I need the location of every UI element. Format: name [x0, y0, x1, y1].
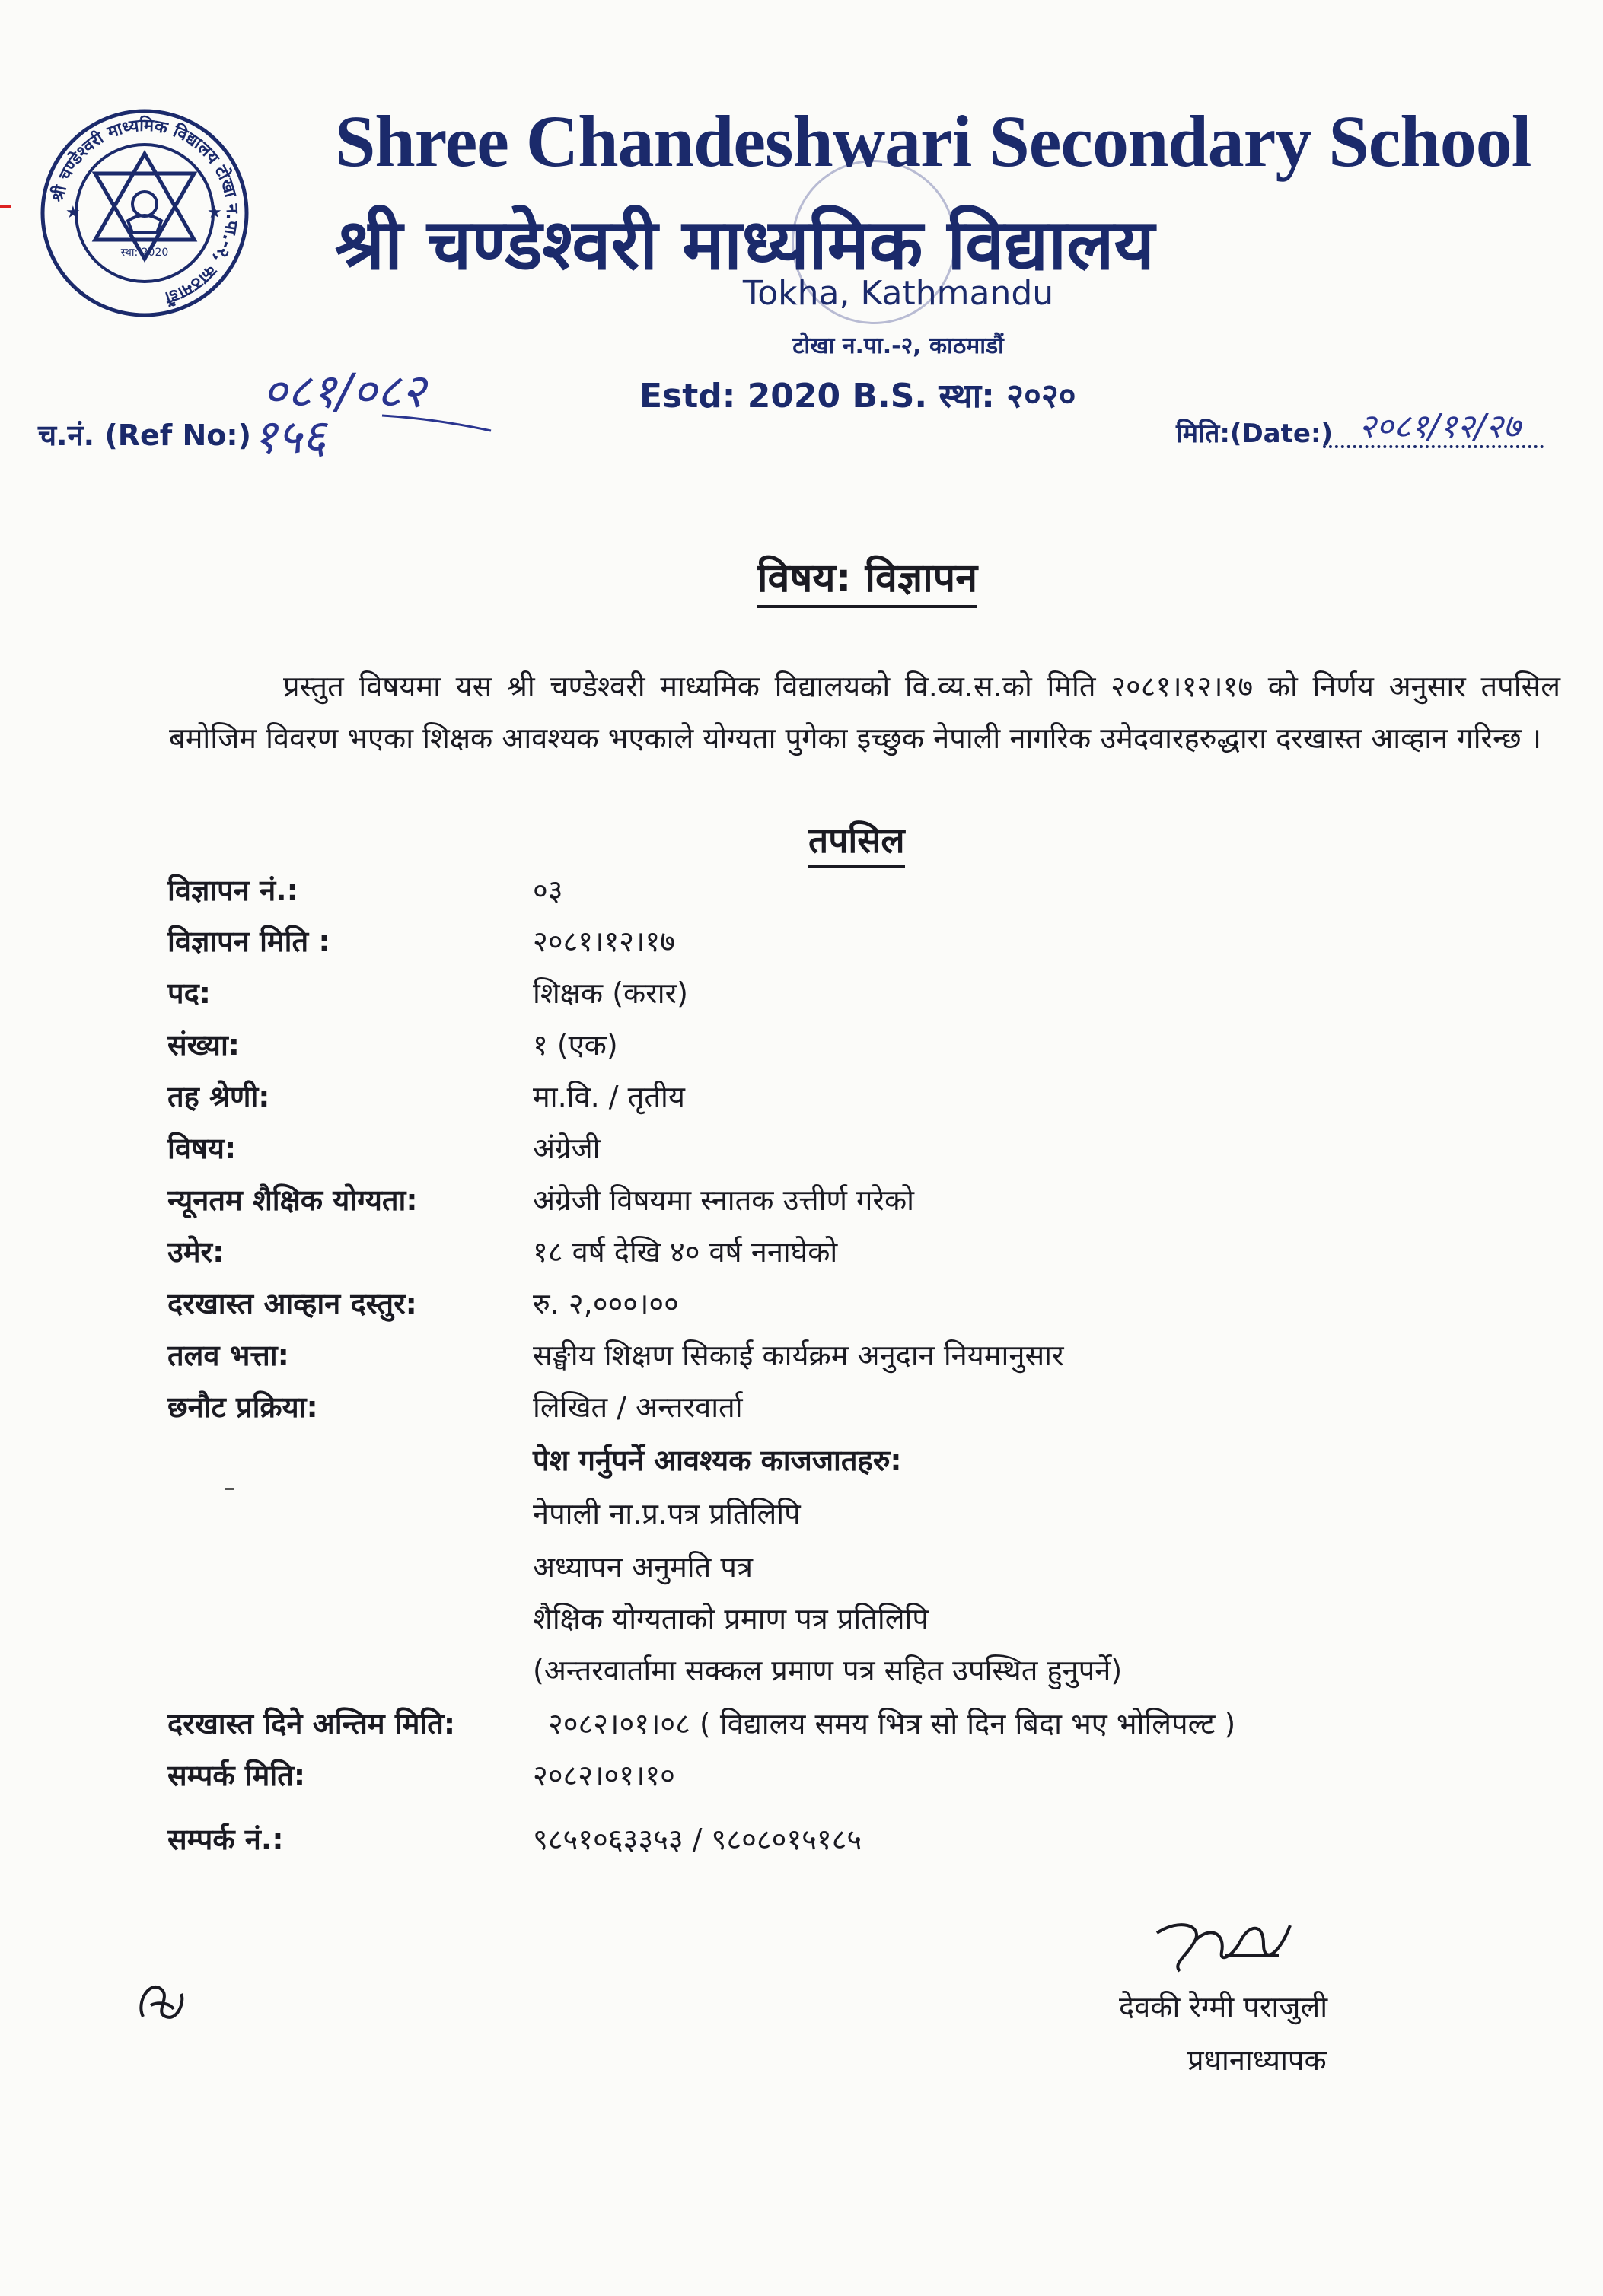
closing-row	[0, 1755, 1603, 1801]
detail-row	[0, 1076, 1603, 1122]
detail-row	[0, 1335, 1603, 1380]
closing-label: सम्पर्क मिति:	[167, 1759, 306, 1792]
signatory-name: देवकी रेग्मी पराजुली	[1119, 1990, 1328, 2024]
svg-text:श्री चण्डेश्वरी माध्यमिक विद्य: श्री चण्डेश्वरी माध्यमिक विद्यालय टोखा न.पा.-२, काठमाडौं	[48, 116, 242, 307]
closing-row	[0, 1819, 1603, 1865]
detail-label: उमेर:	[167, 1235, 225, 1269]
detail-value: शिक्षक (करार)	[533, 976, 688, 1010]
ref-number-handwritten: १५६	[253, 409, 327, 464]
document-item	[0, 1546, 1603, 1592]
svg-text:★: ★	[207, 203, 222, 222]
detail-value: मा.वि. / तृतीय	[533, 1080, 685, 1113]
detail-row	[0, 1024, 1603, 1070]
document-item	[0, 1650, 1603, 1696]
detail-row	[0, 1283, 1603, 1329]
documents-heading-row	[0, 1440, 1603, 1486]
detail-row	[0, 870, 1603, 916]
detail-label: संख्या:	[167, 1028, 240, 1062]
document-item-text: नेपाली ना.प्र.पत्र प्रतिलिपि	[533, 1497, 801, 1530]
closing-value: २०८२।०१।०८ ( विद्यालय समय भित्र सो दिन बिदा भए भोलिपल्ट )	[548, 1707, 1236, 1740]
detail-label: तह श्रेणी:	[167, 1080, 270, 1113]
detail-row	[0, 921, 1603, 966]
school-name-english: Shree Chandeshwari Secondary School	[335, 100, 1531, 182]
document-item-text: (अन्तरवार्तामा सक्कल प्रमाण पत्र सहित उपस्थित हुनुपर्ने)	[533, 1654, 1123, 1687]
detail-label: न्यूनतम शैक्षिक योग्यता:	[167, 1183, 418, 1217]
detail-label: दरखास्त आव्हान दस्तुर:	[167, 1287, 417, 1320]
established-year: Estd: 2020 B.S. स्था: २०२०	[639, 377, 1076, 416]
initial-scribble	[128, 1971, 196, 2032]
intro-paragraph: प्रस्तुत विषयमा यस श्री चण्डेश्वरी माध्यमिक विद्यालयको वि.व्य.स.को मिति २०८१।१२।१७ को निर्णय अनुसार तपसिल बमोजिम विवरण भएका शिक्षक आवश्यक भएकाले योग्यता पुगेका इच्छुक नेपाली नागरिक उमेदवारहरुद्धारा दरखास्त आव्हान गरिन्छ ।	[169, 670, 1560, 755]
detail-label: विषय:	[167, 1132, 237, 1165]
closing-value: ९८५१०६३३५३ / ९८०८०१५१८५	[533, 1823, 862, 1856]
subject-heading: विषय: विज्ञापन	[757, 549, 977, 608]
document-item	[0, 1493, 1603, 1539]
detail-label: छनौट प्रक्रिया:	[167, 1390, 318, 1424]
school-logo	[38, 107, 251, 320]
detail-label: पद:	[167, 976, 211, 1010]
ref-number-label: च.नं. (Ref No:)	[38, 419, 251, 452]
signatory-title: प्रधानाध्यापक	[1187, 2043, 1327, 2077]
closing-value: २०८२।०१।१०	[533, 1759, 675, 1792]
detail-value: रु. २,०००।००	[533, 1287, 679, 1320]
document-item	[0, 1598, 1603, 1644]
school-name-nepali: श्री चण्डेश्वरी माध्यमिक विद्यालय	[335, 204, 1155, 285]
closing-row	[0, 1703, 1603, 1749]
svg-text:★: ★	[65, 203, 81, 222]
detail-value: १८ वर्ष देखि ४० वर्ष ननाघेको	[533, 1235, 838, 1269]
details-heading: तपसिल	[808, 816, 905, 868]
stray-mark	[225, 1488, 234, 1490]
detail-label: विज्ञापन नं.:	[167, 874, 298, 907]
detail-value: ०३	[533, 874, 563, 907]
detail-label: विज्ञापन मिति :	[167, 925, 330, 958]
closing-label: दरखास्त दिने अन्तिम मिति:	[167, 1707, 456, 1740]
ref-underline-stroke	[381, 411, 495, 434]
detail-row	[0, 1387, 1603, 1432]
detail-row	[0, 1128, 1603, 1173]
address-english: Tokha, Kathmandu	[742, 274, 1054, 313]
detail-value: १ (एक)	[533, 1028, 618, 1062]
detail-row	[0, 1231, 1603, 1277]
detail-value: २०८१।१२।१७	[533, 925, 675, 958]
documents-heading: पेश गर्नुपर्ने आवश्यक काजजातहरु:	[533, 1444, 902, 1477]
document-item-text: शैक्षिक योग्यताको प्रमाण पत्र प्रतिलिपि	[533, 1602, 929, 1635]
document-item-text: अध्यापन अनुमति पत्र	[533, 1550, 753, 1584]
date-label: मिति:(Date:)	[1176, 419, 1334, 449]
signature-scribble	[1149, 1910, 1302, 1979]
date-handwritten: २०८१/१२/२७	[1359, 407, 1521, 446]
detail-value: सङ्घीय शिक्षण सिकाई कार्यक्रम अनुदान नियमानुसार	[533, 1339, 1064, 1372]
detail-value: अंग्रेजी	[533, 1132, 601, 1165]
fiscal-year-handwritten: ०८१/०८२	[263, 363, 426, 419]
closing-label: सम्पर्क नं.:	[167, 1823, 284, 1856]
edge-mark	[0, 205, 11, 208]
detail-label: तलव भत्ता:	[167, 1339, 289, 1372]
detail-row	[0, 973, 1603, 1018]
detail-value: अंग्रेजी विषयमा स्नातक उत्तीर्ण गरेको	[533, 1183, 915, 1217]
detail-value: लिखित / अन्तरवार्ता	[533, 1390, 743, 1424]
svg-text:स्था: 2020: स्था: 2020	[120, 247, 169, 259]
detail-row	[0, 1180, 1603, 1225]
address-nepali: टोखा न.पा.-२, काठमाडौं	[792, 333, 1004, 359]
